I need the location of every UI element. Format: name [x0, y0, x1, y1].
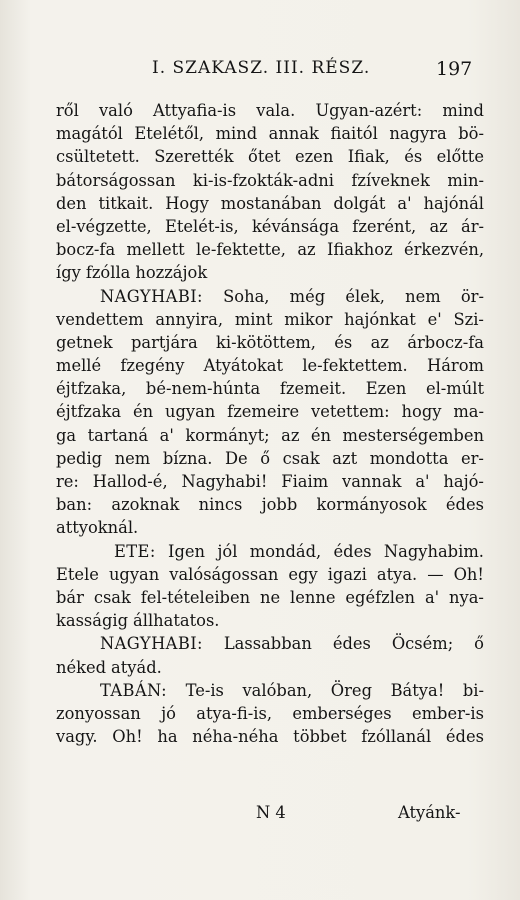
text-line: ETE: Igen jól mondád, édes Nagyhabim.	[114, 541, 484, 561]
text-line: bocz-fa mellett le-fektette, az Ifiakhoz érkezvén,	[56, 240, 484, 260]
text-line: magától Etelétől, mind annak fiaitól nagyra bö-	[56, 124, 484, 144]
text-line: getnek partjára ki-kötöttem, és az árbocz-fa	[56, 332, 484, 352]
text-line: vendettem annyira, mint mikor hajónkat e' Szi-	[56, 309, 484, 329]
text-line: mellé fzegény Atyátokat le-fektettem. Három	[56, 356, 484, 376]
text-line: csültetett. Szerették őtet ezen Ifiak, és előtte	[56, 147, 484, 167]
text-line: pedig nem bízna. De ő csak azt mondotta er-	[56, 448, 484, 468]
text-line: néked atyád.	[56, 657, 162, 677]
text-line: den titkait. Hogy mostanában dolgát a' hajónál	[56, 193, 484, 213]
text-line: éjtfzaka én ugyan fzemeire vetettem: hogy ma-	[56, 402, 484, 422]
page-footer	[0, 803, 520, 825]
text-line: így fzólla hozzájok	[56, 263, 208, 283]
running-head: I. SZAKASZ. III. RÉSZ.	[152, 58, 371, 78]
text-line: ban: azoknak nincs jobb kormányosok édes	[56, 495, 484, 515]
catchword: Atyánk-	[398, 803, 461, 822]
text-body	[56, 99, 484, 748]
page-header	[0, 58, 520, 84]
text-line: TABÁN: Te-is valóban, Öreg Bátya! bi-	[100, 680, 484, 700]
text-line: kasságig állhatatos.	[56, 611, 220, 631]
page-number: 197	[436, 58, 473, 80]
text-line: bátorságossan ki-is-fzokták-adni fzíveknek min-	[56, 170, 484, 190]
text-line: ről való Attyafia-is vala. Ugyan-azért: mind	[56, 101, 484, 120]
text-line: éjtfzaka, bé-nem-húnta fzemeit. Ezen el-múlt	[56, 379, 484, 399]
text-line: attyoknál.	[56, 518, 139, 538]
text-line: el-végzette, Etelét-is, kévánsága fzerént, az ár-	[56, 216, 484, 236]
text-line: zonyossan jó atya-fi-is, emberséges ember-is	[56, 703, 484, 723]
text-line: vagy. Oh! ha néha-néha többet fzóllanál édes	[56, 727, 484, 747]
text-line: re: Hallod-é, Nagyhabi! Fiaim vannak a' hajó-	[56, 472, 484, 491]
text-line: bár csak fel-tételeiben ne lenne egéfzlen a' nya-	[56, 587, 484, 607]
text-line: NAGYHABI: Lassabban édes Öcsém; ő	[100, 634, 484, 654]
text-line: NAGYHABI: Soha, még élek, nem ör-	[100, 286, 484, 306]
text-line: Etele ugyan valóságossan egy igazi atya. — Oh!	[56, 564, 484, 584]
text-line: ga tartaná a' kormányt; az én mesterségemben	[56, 425, 484, 445]
signature-mark: N 4	[256, 803, 286, 822]
